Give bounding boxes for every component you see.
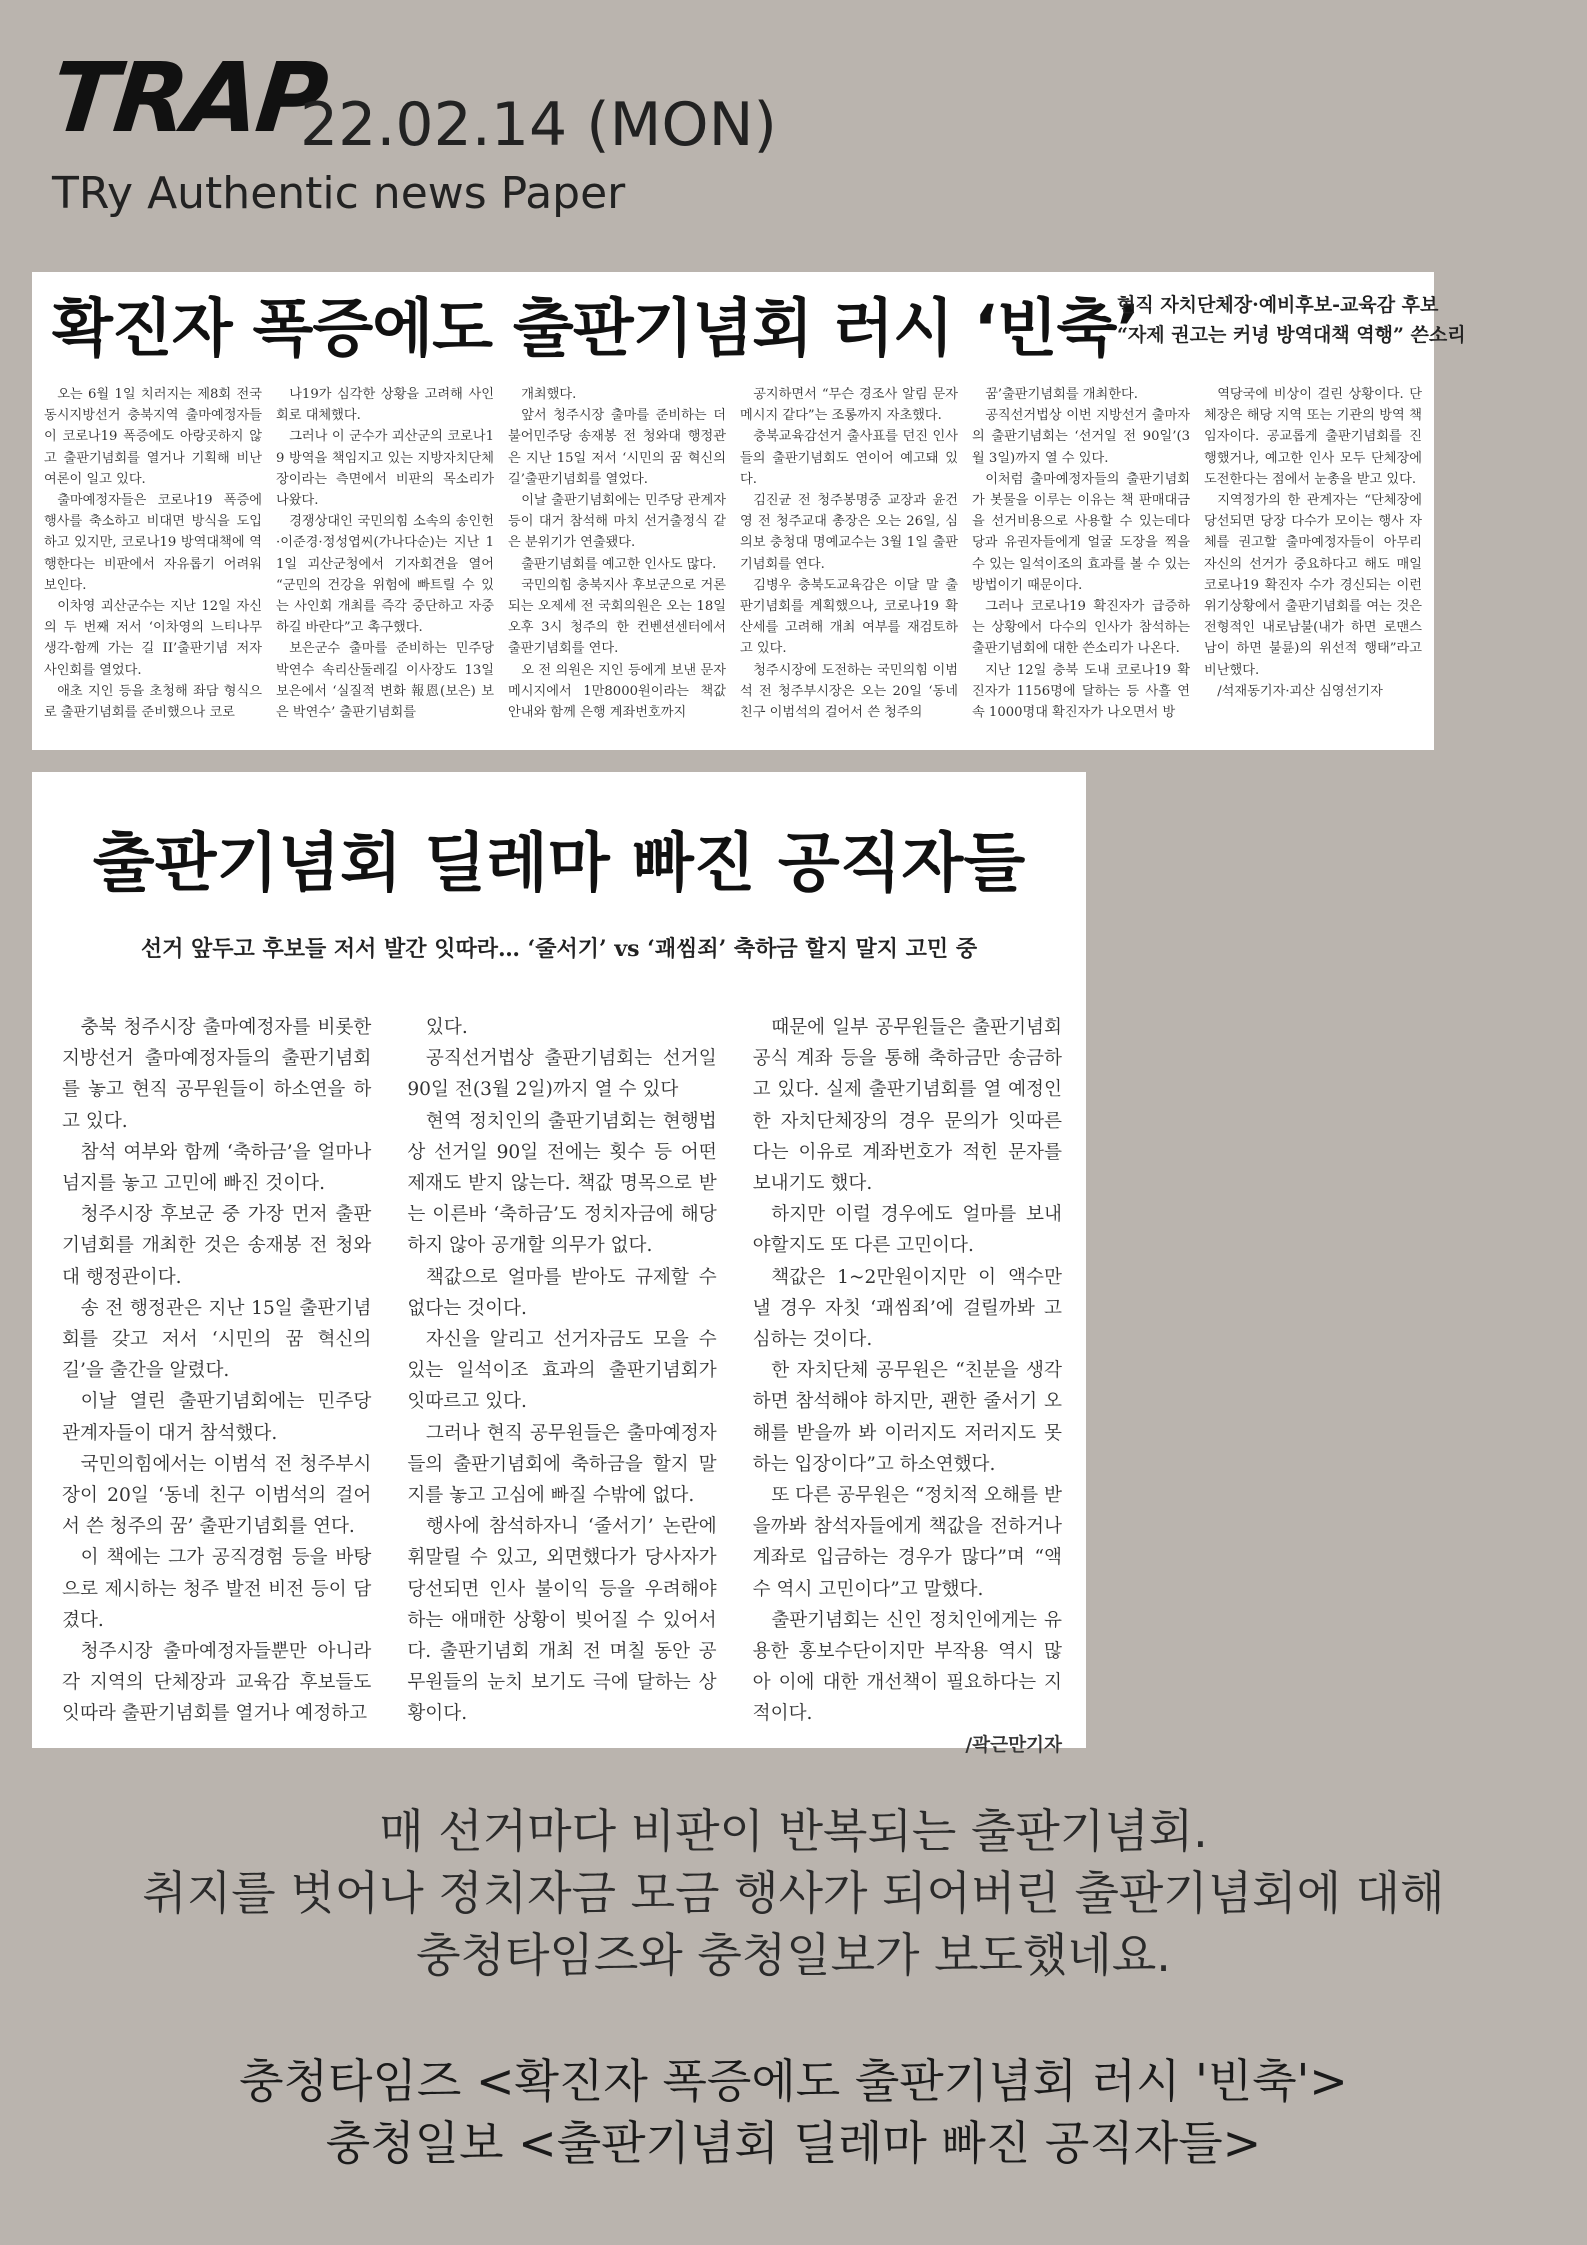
- article-paragraph: 출판기념회는 신인 정치인에게는 유용한 홍보수단이지만 부작용 역시 많아 이에 대한 개선책이 필요하다는 지적이다.: [752, 1609, 1062, 1725]
- commentary-line: 취지를 벗어나 정치자금 모금 행사가 되어버린 출판기념회에 대해: [142, 1866, 1445, 1920]
- article1-subhead: [1117, 290, 1466, 350]
- article-paragraph: 공직선거법상 출판기념회는 선거일 90일 전(3월 2일)까지 열 수 있다: [407, 1048, 717, 1101]
- article-paragraph: 공직선거법상 이번 지방선거 출마자의 출판기념회는 ‘선거일 전 90일’(3월 3일)까지 열 수 있다.: [972, 408, 1190, 466]
- article-paragraph: 개최했다.: [521, 387, 577, 402]
- article-column: [62, 1012, 371, 1737]
- article-paragraph: 청주시장 출마예정자들뿐만 아니라 각 지역의 단체장과 교육감 후보들도 잇따라 출판기념회를 열거나 예정하고: [62, 1641, 372, 1725]
- article-paragraph: 책값은 1~2만원이지만 이 액수만 낼 경우 자칫 ‘괘씸죄’에 걸릴까봐 고심하는 것이다.: [752, 1266, 1062, 1351]
- article-paragraph: 이 책에는 그가 공직경험 등을 바탕으로 제시하는 청주 발전 비전 등이 담겼다.: [62, 1547, 372, 1631]
- commentary-line: 매 선거마다 비판이 반복되는 출판기념회.: [379, 1804, 1208, 1858]
- article-paragraph: 출판기념회를 예고한 인사도 많다.: [521, 556, 717, 572]
- article-paragraph: 그러나 이 군수가 괴산군의 코로나19 방역을 책임지고 있는 지방자치단체장이라는 측면에서 비판의 목소리가 나왔다.: [276, 429, 494, 509]
- article-paragraph: 경쟁상대인 국민의힘 소속의 송인헌·이준경·정성엽씨(가나다순)는 지난 11일 괴산군청에서 기자회견을 열어 “군민의 건강을 위험에 빠트릴 수 있는 사인회 개최를 즉각 중단하고 자중하길 바란다”고 촉구했다.: [276, 514, 494, 636]
- article-paragraph: 이차영 괴산군수는 지난 12일 자신의 두 번째 저서 ‘이차영의 느티나무 생각-함께 가는 길 II’출판기념 저자 사인회를 열었다.: [44, 599, 262, 678]
- article-column: [1204, 384, 1422, 744]
- commentary-line: 충청타임즈와 충청일보가 보도했네요.: [416, 1928, 1171, 1982]
- article-paragraph: 행사에 참석하자니 ‘줄서기’ 논란에 휘말릴 수 있고, 외면했다가 당사자가 당선되면 인사 불이익 등을 우려해야 하는 애매한 상황이 빚어질 수 있어서다. 출판기념회 개최 전 며칠 동안 공무원들의 눈치 보기도 극에 달하는 상황이다.: [407, 1516, 717, 1725]
- article2-headline: 출판기념회 딜레마 빠진 공직자들: [92, 826, 1026, 901]
- article-paragraph: 그러나 현직 공무원들은 출마예정자들의 출판기념회에 축하금을 할지 말지를 놓고 고심에 빠질 수밖에 없다.: [407, 1422, 717, 1507]
- article-paragraph: 참석 여부와 함께 ‘축하금’을 얼마나 넘지를 놓고 고민에 빠진 것이다.: [62, 1141, 372, 1195]
- article-paragraph: 공지하면서 “무슨 경조사 알림 문자메시지 같다”는 조롱까지 자초했다.: [740, 387, 958, 424]
- commentary: [0, 1800, 1587, 1986]
- article-paragraph: 그러나 코로나19 확진자가 급증하는 상황에서 다수의 인사가 참석하는 출판기념회에 대한 쓴소리가 나온다.: [972, 599, 1190, 657]
- article-paragraph: 앞서 청주시장 출마를 준비하는 더불어민주당 송재봉 전 청와대 행정관은 지난 15일 저서 ‘시민의 꿈 혁신의 길’출판기념회를 열었다.: [508, 408, 726, 487]
- issue-date: 22.02.14 (MON): [300, 90, 777, 160]
- source-item: 충청타임즈 <확진자 폭증에도 출판기념회 러시 '빈축'>: [239, 2054, 1348, 2108]
- article-paragraph: 국민의힘에서는 이범석 전 청주부시장이 20일 ‘동네 친구 이범석의 걸어서 쓴 청주의 꿈’ 출판기념회를 연다.: [62, 1453, 372, 1538]
- article-column: [740, 384, 958, 744]
- article-paragraph: 이날 열린 출판기념회에는 민주당 관계자들이 대거 참석했다.: [62, 1391, 372, 1444]
- article-paragraph: 역당국에 비상이 걸린 상황이다. 단체장은 해당 지역 또는 기관의 방역 책임자이다. 공교롭게 출판기념회를 진행했거나, 예고한 인사 모두 단체장에 도전한다는 점에서 눈총을 받고 있다.: [1204, 387, 1422, 487]
- article1-subhead-line: 현직 자치단체장·예비후보-교육감 후보: [1117, 294, 1439, 316]
- article-clipping-chungcheong-ilbo: [32, 772, 1086, 1756]
- article-paragraph: 한 자치단체 공무원은 “친분을 생각하면 참석해야 하지만, 괜한 줄서기 오해를 받을까 봐 이러지도 저러지도 못하는 입장이다”고 하소연했다.: [752, 1360, 1062, 1475]
- tagline: TRy Authentic news Paper: [52, 168, 626, 219]
- article1-headline: 확진자 폭증에도 출판기념회 러시 ‘빈축’: [52, 292, 1140, 365]
- article-paragraph: 청주시장에 도전하는 국민의힘 이범석 전 청주부시장은 오는 20일 ‘동네 친구 이범석의 걸어서 쓴 청주의: [740, 662, 958, 721]
- article-paragraph: 있다.: [425, 1017, 468, 1038]
- page-header: [46, 42, 777, 219]
- article-column: [972, 384, 1190, 744]
- article-paragraph: 김병우 충북도교육감은 이달 말 출판기념회를 계획했으나, 코로나19 확산세를 고려해 개최 여부를 재검토하고 있다.: [740, 577, 958, 657]
- article2-byline: /곽근만기자: [965, 1734, 1062, 1756]
- article-paragraph: 보은군수 출마를 준비하는 민주당 박연수 속리산둘레길 이사장도 13일 보은에서 ‘실질적 변화 報恩(보은) 보은 박연수’ 출판기념회를: [276, 641, 494, 721]
- article-column: [44, 384, 262, 744]
- article-paragraph: 충북 청주시장 출마예정자를 비롯한 지방선거 출마예정자들의 출판기념회를 놓고 현직 공무원들이 하소연을 하고 있다.: [62, 1017, 372, 1132]
- article-paragraph: 청주시장 후보군 중 가장 먼저 출판기념회를 개최한 것은 송재봉 전 청와대 행정관이다.: [62, 1204, 372, 1288]
- article1-body: [44, 384, 1422, 744]
- article-paragraph: 이날 출판기념회에는 민주당 관계자 등이 대거 참석해 마치 선거출정식 같은 분위기가 연출됐다.: [508, 493, 726, 551]
- article-paragraph: 김진균 전 청주봉명중 교장과 윤건영 전 청주교대 총장은 오는 26일, 심의보 충청대 명예교수는 3월 1일 출판기념회를 연다.: [740, 493, 958, 572]
- article-paragraph: 또 다른 공무원은 “정치적 오해를 받을까봐 참석자들에게 책값을 전하거나 계좌로 입금하는 경우가 많다”며 “액수 역시 고민이다”고 말했다.: [752, 1485, 1062, 1600]
- article-column: [752, 1012, 1062, 1756]
- article-paragraph: 충북교육감선거 출사표를 던진 인사들의 출판기념회도 연이어 예고돼 있다.: [740, 429, 958, 487]
- article-paragraph: 출마예정자들은 코로나19 폭증에 행사를 축소하고 비대면 방식을 도입하고 있지만, 코로나19 방역대책에 역행한다는 비판에서 자유롭기 어려워 보인다.: [44, 493, 262, 593]
- source-item: 충청일보 <출판기념회 딜레마 빠진 공직자들>: [325, 2116, 1262, 2170]
- article-column: [508, 384, 726, 744]
- article-column: [276, 384, 494, 744]
- article-paragraph: 현역 정치인의 출판기념회는 현행법상 선거일 90일 전에는 횟수 등 어떤 제재도 받지 않는다. 책값 명목으로 받는 이른바 ‘축하금’도 정치자금에 해당하지 않아 공개할 의무가 없다.: [407, 1110, 717, 1257]
- article-paragraph: 국민의힘 충북지사 후보군으로 거론되는 오제세 전 국회의원은 오는 18일 오후 3시 청주의 한 컨벤션센터에서 출판기념회를 연다.: [508, 577, 726, 657]
- article-paragraph: 오는 6월 1일 치러지는 제8회 전국동시지방선거 충북지역 출마예정자들이 코로나19 폭증에도 아랑곳하지 않고 출판기념회를 열거나 기획해 비난 여론이 일고 있다.: [44, 387, 262, 487]
- article-paragraph: /석재동기자·괴산 심영선기자: [1217, 683, 1383, 699]
- article-paragraph: 나19가 심각한 상황을 고려해 사인회로 대체했다.: [276, 387, 494, 424]
- article2-body: [62, 1012, 1062, 1756]
- article-column: [407, 1012, 716, 1737]
- article-paragraph: 지역정가의 한 관계자는 “단체장에 당선되면 당장 다수가 모이는 행사 자체를 권고할 출마예정자들이 아무리 자신의 선거가 중요하다고 해도 매일 코로나19 확진자 수가 경신되는 이런 위기상황에서 출판기념회를 여는 것은 전형적인 내로남불(내가 하면 로맨스 남이 하면 불륜)의 위선적 행태”라고 비난했다.: [1204, 493, 1422, 678]
- article-paragraph: 지난 12일 충북 도내 코로나19 확진자가 1156명에 달하는 등 사흘 연속 1000명대 확진자가 나오면서 방: [972, 662, 1190, 721]
- article-paragraph: 책값으로 얼마를 받아도 규제할 수 없다는 것이다.: [407, 1266, 717, 1319]
- source-list: [0, 2050, 1587, 2174]
- article-paragraph: 오 전 의원은 지인 등에게 보낸 문자메시지에서 1만8000원이라는 책값 안내와 함께 은행 계좌번호까지: [508, 662, 726, 721]
- article1-subhead-line: “자제 권고는 커녕 방역대책 역행” 쓴소리: [1117, 324, 1466, 346]
- article-paragraph: 하지만 이럴 경우에도 얼마를 보내야할지도 또 다른 고민이다.: [752, 1204, 1062, 1257]
- article-paragraph: 송 전 행정관은 지난 15일 출판기념회를 갖고 저서 ‘시민의 꿈 혁신의 길’을 출간을 알렸다.: [62, 1297, 372, 1382]
- article-paragraph: 이처럼 출마예정자들의 출판기념회가 봇물을 이루는 이유는 책 판매대금을 선거비용으로 사용할 수 있는데다 당과 유권자들에게 얼굴 도장을 찍을 수 있는 일석이조의 효과를 볼 수 있는 방법이기 때문이다.: [972, 471, 1190, 593]
- article-paragraph: 자신을 알리고 선거자금도 모을 수 있는 일석이조 효과의 출판기념회가 잇따르고 있다.: [407, 1329, 717, 1413]
- article2-subhead: 선거 앞두고 후보들 저서 발간 잇따라… ‘줄서기’ vs ‘괘씸죄’ 축하금 할지 말지 고민 중: [140, 936, 978, 962]
- article-paragraph: 꿈’출판기념회를 개최한다.: [985, 387, 1138, 402]
- trap-logo: TRAP: [46, 42, 330, 154]
- article-paragraph: 애초 지인 등을 초청해 좌담 형식으로 출판기념회를 준비했으나 코로: [44, 683, 262, 721]
- article-paragraph: 때문에 일부 공무원들은 출판기념회 공식 계좌 등을 통해 축하금만 송금하고 있다. 실제 출판기념회를 열 예정인 한 자치단체장의 경우 문의가 잇따른다는 이유로 계좌번호가 적힌 문자를 보내기도 했다.: [752, 1017, 1062, 1195]
- article-clipping-chungcheong-times: [32, 272, 1466, 750]
